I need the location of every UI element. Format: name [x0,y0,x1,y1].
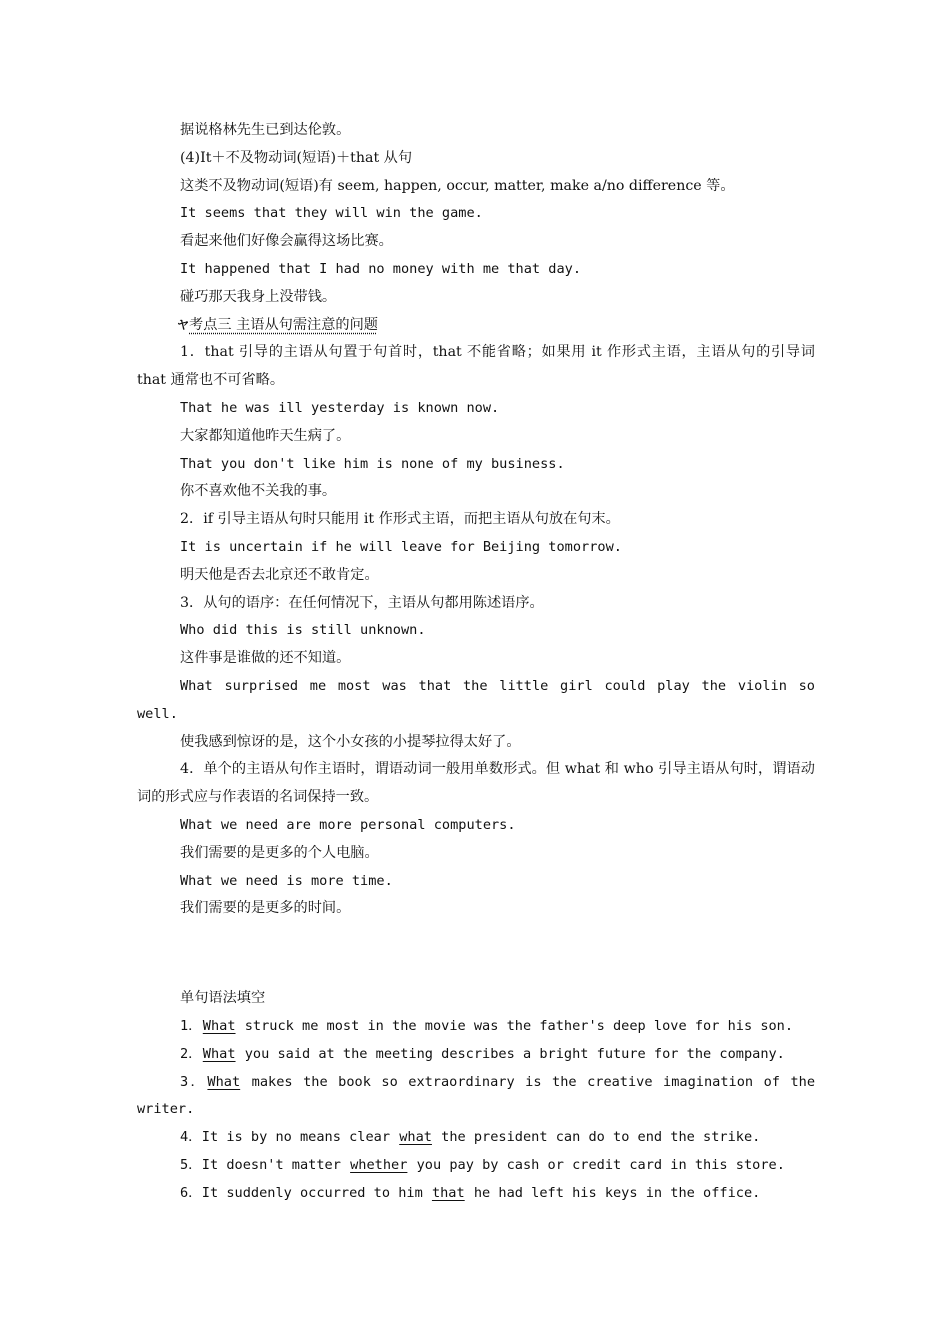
exercise-answer: whether [350,1156,408,1173]
exercise-item [137,1069,815,1125]
exercise-list [137,1013,815,1208]
exercise-text-after: he had left his keys in the office. [465,1184,761,1201]
document-page [137,117,815,1207]
example-english: What surprised me most was that the little girl could play the violin so well. [137,677,815,722]
exercise-text-before: It doesn't matter [201,1156,350,1173]
example-english: Who did this is still unknown. [180,622,426,639]
example-chinese: 明天他是否去北京还不敢肯定。 [180,566,379,583]
exercise-number: 3． [180,1073,207,1090]
section-heading-title: 考点三 主语从句需注意的问题 [189,316,378,333]
exercise-answer: What [207,1073,241,1090]
example-english: What we need are more personal computers. [180,816,516,833]
exercise-item [137,1152,815,1180]
exercise-item [137,1041,815,1069]
example-chinese: 我们需要的是更多的时间。 [180,900,351,917]
example-chinese: 你不喜欢他不关我的事。 [180,483,337,500]
exercise-number: 1． [180,1017,202,1034]
example-chinese: 这件事是谁做的还不知道。 [180,650,351,667]
section-heading [137,312,815,340]
exercise-text-before: It is by no means clear [201,1129,399,1146]
exercise-text-after: you said at the meeting describes a bright future for the company. [236,1045,785,1062]
exercise-answer: What [202,1045,236,1062]
exercise-number: 4． [180,1129,202,1146]
rule-paragraph: 3．从句的语序：在任何情况下，主语从句都用陈述语序。 [180,594,544,611]
example-chinese: 看起来他们好像会赢得这场比赛。 [180,233,393,250]
example-english: It seems that they will win the game. [180,205,483,222]
exercise-answer: what [399,1129,432,1146]
section-marker-icon: ヤ [177,317,190,332]
example-chinese: 我们需要的是更多的个人电脑。 [180,844,379,861]
rule-paragraph: 2．if 引导主语从句时只能用 it 作形式主语，而把主语从句放在句末。 [180,511,620,528]
example-chinese: 使我感到惊讶的是，这个小女孩的小提琴拉得太好了。 [180,733,521,750]
exercise-number: 5． [180,1156,202,1173]
exercise-item [137,1124,815,1152]
exercise-item [137,1180,815,1208]
example-english: What we need is more time. [180,872,393,889]
exercise-text-after: the president can do to end the strike. [432,1129,761,1146]
example-english: That you don't like him is none of my business. [180,455,565,472]
subheading: (4)It＋不及物动词(短语)＋that 从句 [180,149,413,166]
exercise-text-after: you pay by cash or credit card in this store. [408,1156,785,1173]
exercise-item [137,1013,815,1041]
rule-paragraph: 4．单个的主语从句作主语时，谓语动词一般用单数形式。但 what 和 who 引导主语从句时，谓语动词的形式应与作表语的名词保持一致。 [137,761,815,806]
example-english: It happened that I had no money with me that day. [180,260,582,277]
exercise-text-before: It suddenly occurred to him [201,1184,431,1201]
example-chinese: 碰巧那天我身上没带钱。 [180,288,337,305]
spacer [137,923,815,985]
example-english: It is uncertain if he will leave for Beijing tomorrow. [180,538,622,555]
example-chinese: 大家都知道他昨天生病了。 [180,427,351,444]
example-english: That he was ill yesterday is known now. [180,399,500,416]
exercise-answer: What [202,1017,236,1034]
paragraph: 这类不及物动词(短语)有 seem, happen, occur, matter, make a/no difference 等。 [180,177,735,194]
exercise-answer: that [431,1184,465,1201]
exercise-title: 单句语法填空 [180,990,266,1007]
exercise-number: 6． [180,1184,202,1201]
rule-paragraph: 1．that 引导的主语从句置于句首时，that 不能省略；如果用 it 作形式主语，主语从句的引导词 that 通常也不可省略。 [137,344,815,389]
exercise-number: 2． [180,1045,202,1062]
paragraph: 据说格林先生已到达伦敦。 [180,122,351,138]
exercise-text-after: makes the book so extraordinary is the creative imagination of the writer. [137,1073,815,1118]
exercise-text-after: struck me most in the movie was the father's deep love for his son. [236,1017,794,1034]
